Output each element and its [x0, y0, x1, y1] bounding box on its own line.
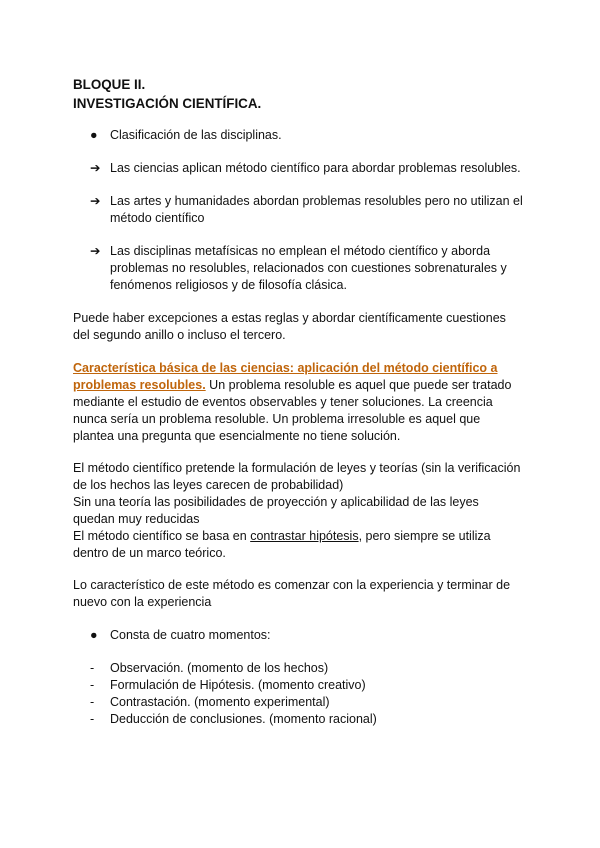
title-line-1: BLOQUE II. [73, 77, 146, 92]
paragraph-exceptions: Puede haber excepciones a estas reglas y abordar científicamente cuestiones del segundo anillo o incluso el tercero. [73, 311, 506, 342]
arrow-item-text: Las disciplinas metafísicas no emplean el método científico y aborda problemas no resolubles, relacionados con cuestiones sobrenaturales y fenómenos religiosos y de filosofía clásica. [110, 244, 507, 292]
list-item-text: Formulación de Hipótesis. (momento creativo) [110, 678, 366, 692]
highlighted-heading: Característica básica de las ciencias: aplicación del método científico a problemas resolubles. [73, 361, 498, 392]
arrow-item-text: Las artes y humanidades abordan problemas resolubles pero no utilizan el método científico [110, 194, 523, 225]
list-item [90, 677, 366, 694]
list-item [90, 660, 328, 677]
dash-marker: - [90, 661, 95, 675]
paragraph-basic-characteristic [73, 360, 523, 445]
arrow-item-sciences [90, 160, 530, 177]
bullet-item-moments [90, 627, 530, 644]
dash-marker: - [90, 678, 95, 692]
bullet-icon: ● [90, 628, 98, 642]
bullet-item-classification [90, 127, 530, 144]
list-item-text: Deducción de conclusiones. (momento racional) [110, 712, 377, 726]
text-fragment: , pero siempre se utiliza dentro de un marco teórico. [73, 529, 491, 560]
dash-marker: - [90, 712, 95, 726]
bullet-text: Clasificación de las disciplinas. [110, 128, 282, 142]
text-fragment: El método científico se basa en [73, 529, 251, 543]
arrow-right-icon: ➔ [90, 244, 101, 258]
paragraph-scientific-method [73, 460, 523, 562]
section-title [73, 75, 261, 113]
paragraph-line-theory: Sin una teoría las posibilidades de proyección y aplicabilidad de las leyes quedan muy reducidas [73, 495, 479, 526]
list-item [90, 711, 377, 728]
paragraph-line-laws: El método científico pretende la formulación de leyes y teorías (sin la verificación de los hechos las leyes carecen de probabilidad) [73, 461, 521, 492]
paragraph-experience: Lo característico de este método es comenzar con la experiencia y terminar de nuevo con la experiencia [73, 578, 511, 609]
list-item [90, 694, 330, 711]
title-line-2: INVESTIGACIÓN CIENTÍFICA. [73, 96, 262, 111]
arrow-item-metaphysics [90, 243, 530, 294]
dash-marker: - [90, 695, 95, 709]
arrow-right-icon: ➔ [90, 194, 101, 208]
underlined-term: contrastar hipótesis [250, 529, 359, 543]
paragraph-line-hypothesis [73, 528, 523, 562]
list-item-text: Contrastación. (momento experimental) [110, 695, 330, 709]
bullet-text: Consta de cuatro momentos: [110, 628, 271, 642]
arrow-item-text: Las ciencias aplican método científico para abordar problemas resolubles. [110, 161, 521, 175]
paragraph-text: Un problema resoluble es aquel que puede ser tratado mediante el estudio de eventos observables y tener soluciones. La creencia nunca sería un problema resoluble. Un problema irresoluble es aquel que plantea una pregunta que esencialmente no tiene solución. [73, 378, 512, 443]
bullet-icon: ● [90, 128, 98, 142]
arrow-right-icon: ➔ [90, 161, 101, 175]
list-item-text: Observación. (momento de los hechos) [110, 661, 329, 675]
arrow-item-arts [90, 193, 530, 227]
